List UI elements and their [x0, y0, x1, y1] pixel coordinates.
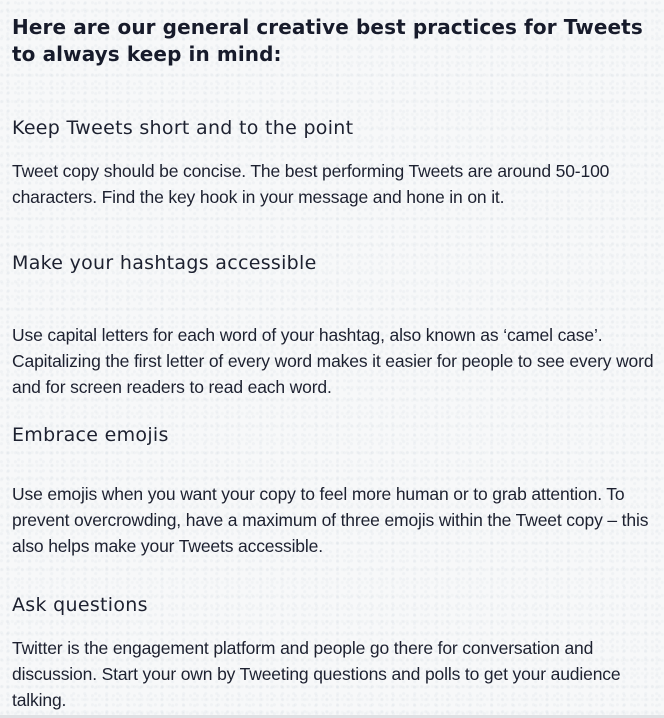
section-body: Use capital letters for each word of your hashtag, also known as ‘camel case’. Capitalizing the first letter of every word makes it easier for people to see every word and for screen readers to read each word.	[12, 325, 654, 397]
section-body: Use emojis when you want your copy to feel more human or to grab attention. To prevent overcrowding, have a maximum of three emojis within the Tweet copy – this also helps make your Tweets accessible.	[12, 484, 649, 556]
section-body: Tweet copy should be concise. The best performing Tweets are around 50-100 characters. Find the key hook in your message and hone in on it.	[12, 161, 610, 207]
section-heading: Ask questions	[12, 594, 148, 616]
page-title: Here are our general creative best practices for Tweets to always keep in mind:	[12, 15, 643, 66]
section-heading: Embrace emojis	[12, 424, 169, 446]
section-body: Twitter is the engagement platform and people go there for conversation and discussion. Start your own by Tweeting questions and polls to get your audience talking.	[12, 638, 621, 710]
section-heading: Keep Tweets short and to the point	[12, 117, 354, 139]
section-heading: Make your hashtags accessible	[12, 252, 317, 274]
